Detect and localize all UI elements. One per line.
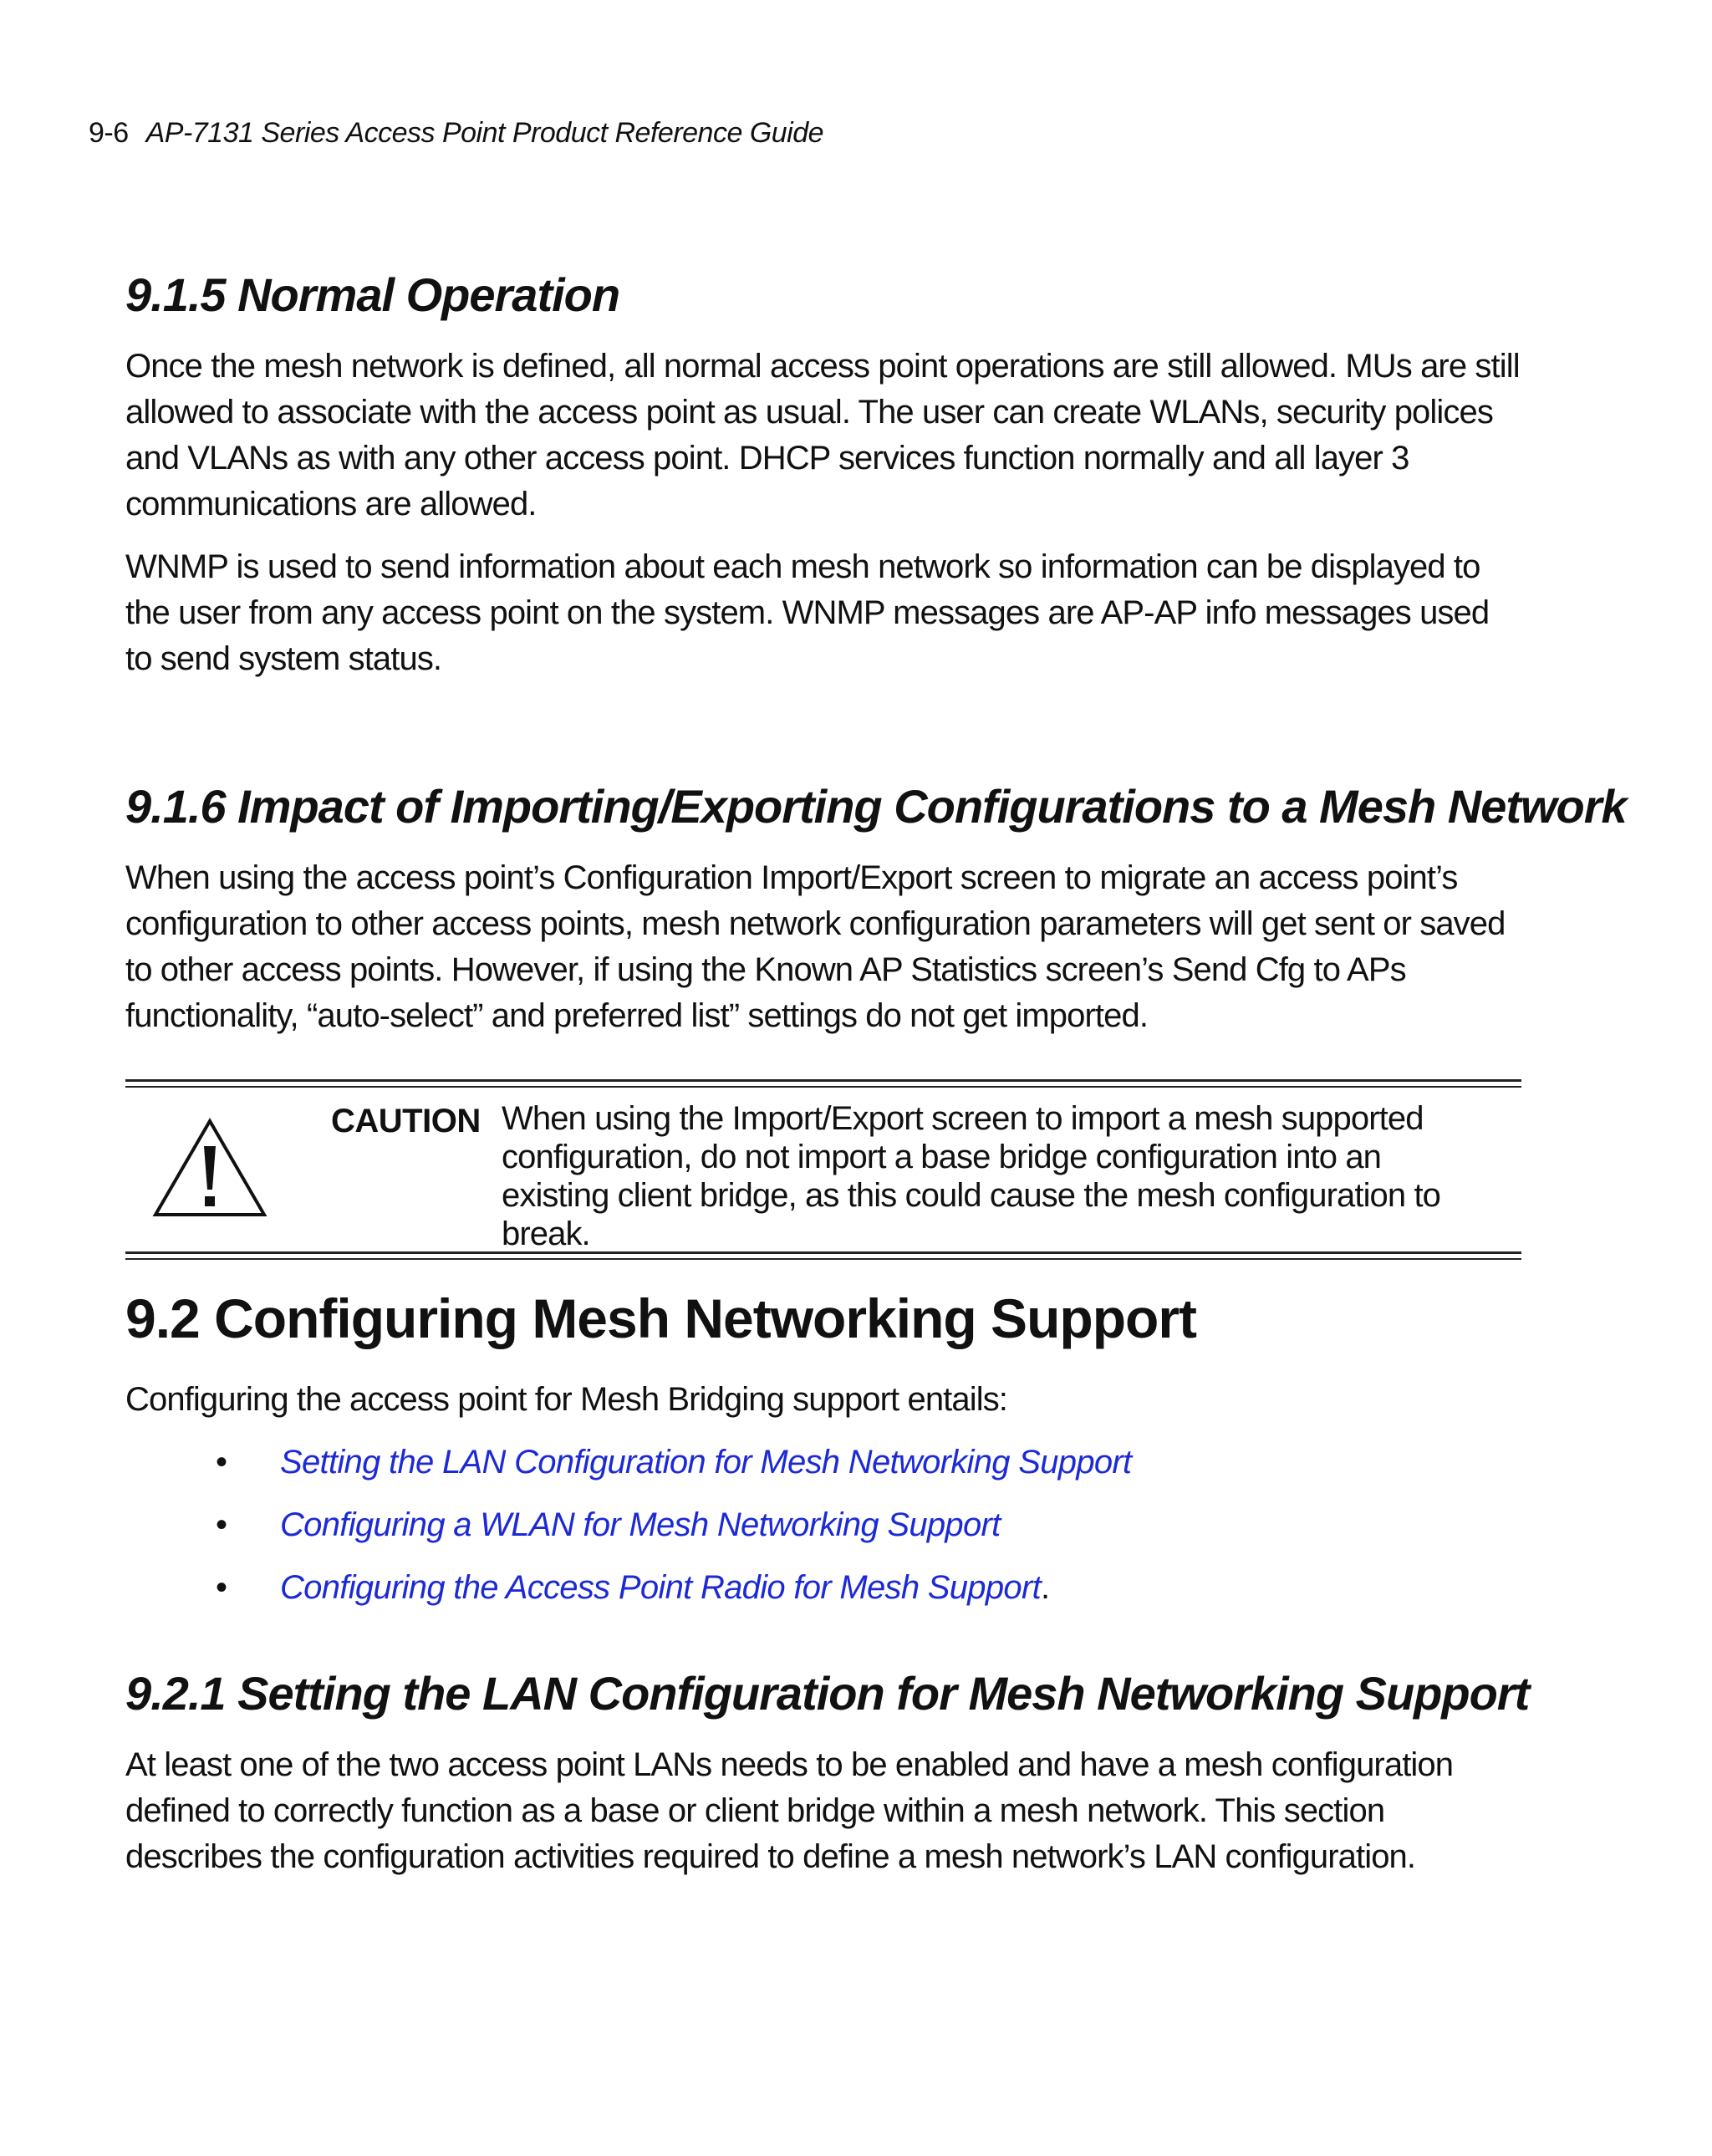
running-header <box>89 117 823 150</box>
paragraph-normal-operation-1: Once the mesh network is defined, all normal access point operations are still allowed. MUs are still allowed to associate with the access point as usual. The user can create WLANs, security polices and VLANs as with any other access point. DHCP services function normally and all layer 3 communications are allowed. <box>125 348 1520 522</box>
link-trailing-period: . <box>1040 1569 1050 1606</box>
paragraph-import-export-impact: When using the access point’s Configuration Import/Export screen to migrate an access point’s configuration to other access points, mesh network configuration parameters will get sent or saved to other access points. However, if using the Known AP Statistics screen’s Send Cfg to APs functionality, “auto-select” and preferred list” settings do not get imported. <box>125 859 1506 1034</box>
link-radio-configuration[interactable]: Configuring the Access Point Radio for Mesh Support <box>280 1569 1041 1606</box>
warning-triangle-icon <box>152 1118 268 1218</box>
list-item <box>125 1502 1521 1548</box>
list-item <box>125 1440 1521 1486</box>
link-wlan-configuration[interactable]: Configuring a WLAN for Mesh Networking Support <box>280 1506 1001 1543</box>
list-item <box>125 1565 1521 1611</box>
main-content <box>125 268 1627 1897</box>
caution-text: When using the Import/Export screen to import a mesh supported configuration, do not import a base bridge configuration into an existing client bridge, as this could cause the mesh configuration to break. <box>502 1100 1441 1252</box>
configuration-link-list <box>125 1440 1521 1611</box>
caution-label: CAUTION <box>331 1103 481 1139</box>
page-number: 9-6 <box>89 117 129 149</box>
caution-box <box>125 1079 1521 1260</box>
paragraph-normal-operation-2: WNMP is used to send information about each mesh network so information can be displayed to the user from any access point on the system. WNMP messages are AP-AP info messages used to send system status. <box>125 548 1490 677</box>
heading-lan-configuration: 9.2.1 Setting the LAN Configuration for Mesh Networking Support <box>125 1667 1530 1720</box>
heading-configuring-mesh: 9.2 Configuring Mesh Networking Support <box>125 1287 1196 1349</box>
guide-title: AP-7131 Series Access Point Product Reference Guide <box>145 117 824 149</box>
heading-import-export-impact: 9.1.6 Impact of Importing/Exporting Configurations to a Mesh Network <box>125 780 1627 833</box>
paragraph-lan-configuration: At least one of the two access point LANs needs to be enabled and have a mesh configuration defined to correctly function as a base or client bridge within a mesh network. This section describes the configuration activities required to define a mesh network’s LAN configuration. <box>125 1746 1454 1875</box>
link-lan-configuration[interactable]: Setting the LAN Configuration for Mesh Networking Support <box>280 1444 1132 1481</box>
caution-top-rule <box>125 1079 1521 1088</box>
bullet: • <box>216 1506 227 1543</box>
paragraph-configuring-mesh-intro: Configuring the access point for Mesh Bridging support entails: <box>125 1381 1008 1418</box>
heading-normal-operation: 9.1.5 Normal Operation <box>125 268 620 321</box>
bullet: • <box>216 1444 227 1481</box>
bullet: • <box>216 1569 227 1606</box>
